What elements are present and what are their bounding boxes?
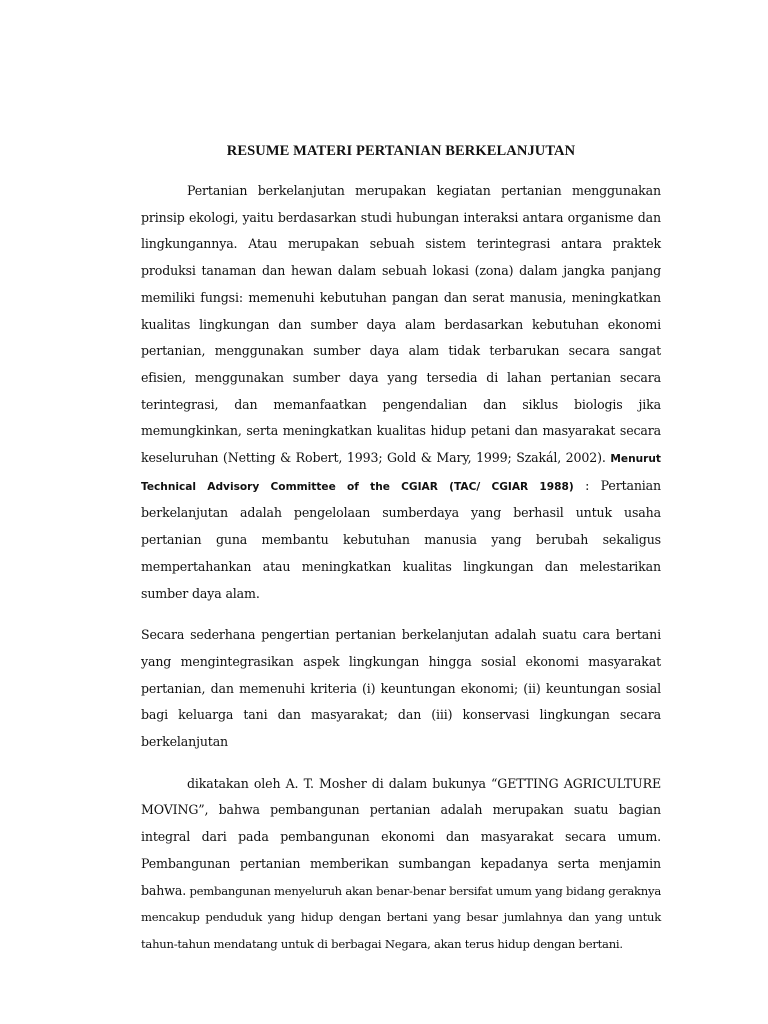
paragraph-simple-definition: Secara sederhana pengertian pertanian berkelanjutan adalah suatu cara bertani yang mengintegrasikan aspek lingkungan hingga sosial ekonomi masyarakat pertanian, dan memenuhi kriteria (i) keuntungan ekonomi; (ii) keuntungan sosial bagi keluarga tani dan masyarakat; dan (iii) konservasi lingkungan secara berkelanjutan bbox=[141, 627, 661, 750]
tac-cgiar-reference: Menurut Technical Advisory Committee of the CGIAR (TAC/ CGIAR 1988) bbox=[141, 453, 661, 493]
paragraph-definition bbox=[141, 178, 661, 607]
paragraph-definition-text: Pertanian berkelanjutan merupakan kegiatan pertanian menggunakan prinsip ekologi, yaitu berdasarkan studi hubungan interaksi antara organisme dan lingkungannya. Atau merupakan sebuah sistem terintegrasi antara praktek produksi tanaman dan hewan dalam sebuah lokasi (zona) dalam jangka panjang memiliki fungsi: memenuhi kebutuhan pangan dan serat manusia, meningkatkan kualitas lingkungan dan sumber daya alam berdasarkan kebutuhan ekonomi pertanian, menggunakan sumber daya alam tidak terbarukan secara sangat efisien, menggunakan sumber daya yang tersedia di lahan pertanian secara terintegrasi, dan memanfaatkan pengendalian dan siklus biologis jika memungkinkan, serta meningkatkan kualitas hidup petani dan masyarakat secara keseluruhan (Netting & Robert, 1993; Gold & Mary, 1999; Szakál, 2002). bbox=[141, 183, 661, 466]
paragraph-mosher-small-text: pembangunan menyeluruh akan benar-benar bersifat umum yang bidang geraknya mencakup penduduk yang hidup dengan bertani yang besar jumlahnya dan yang untuk tahun-tahun mendatang untuk di berbagai Negara, akan terus hidup dengan bertani. bbox=[141, 883, 661, 951]
paragraph-mosher-text: dikatakan oleh A. T. Mosher di dalam bukunya “GETTING AGRICULTURE MOVING”, bahwa pembangunan pertanian adalah merupakan suatu bagian integral dari pada pembangunan ekonomi dan masyarakat secara umum. Pembangunan pertanian memberikan sumbangan kepadanya serta menjamin bahwa. bbox=[141, 775, 661, 898]
paragraph-mosher bbox=[141, 771, 661, 958]
document-page bbox=[141, 143, 661, 958]
paragraph-definition-continuation: : Pertanian berkelanjutan adalah pengelolaan sumberdaya yang berhasil untuk usaha pertanian guna membantu kebutuhan manusia yang berubah sekaligus mempertahankan atau meningkatkan kualitas lingkungan dan melestarikan sumber daya alam. bbox=[141, 477, 661, 601]
document-title: RESUME MATERI PERTANIAN BERKELANJUTAN bbox=[226, 143, 576, 159]
